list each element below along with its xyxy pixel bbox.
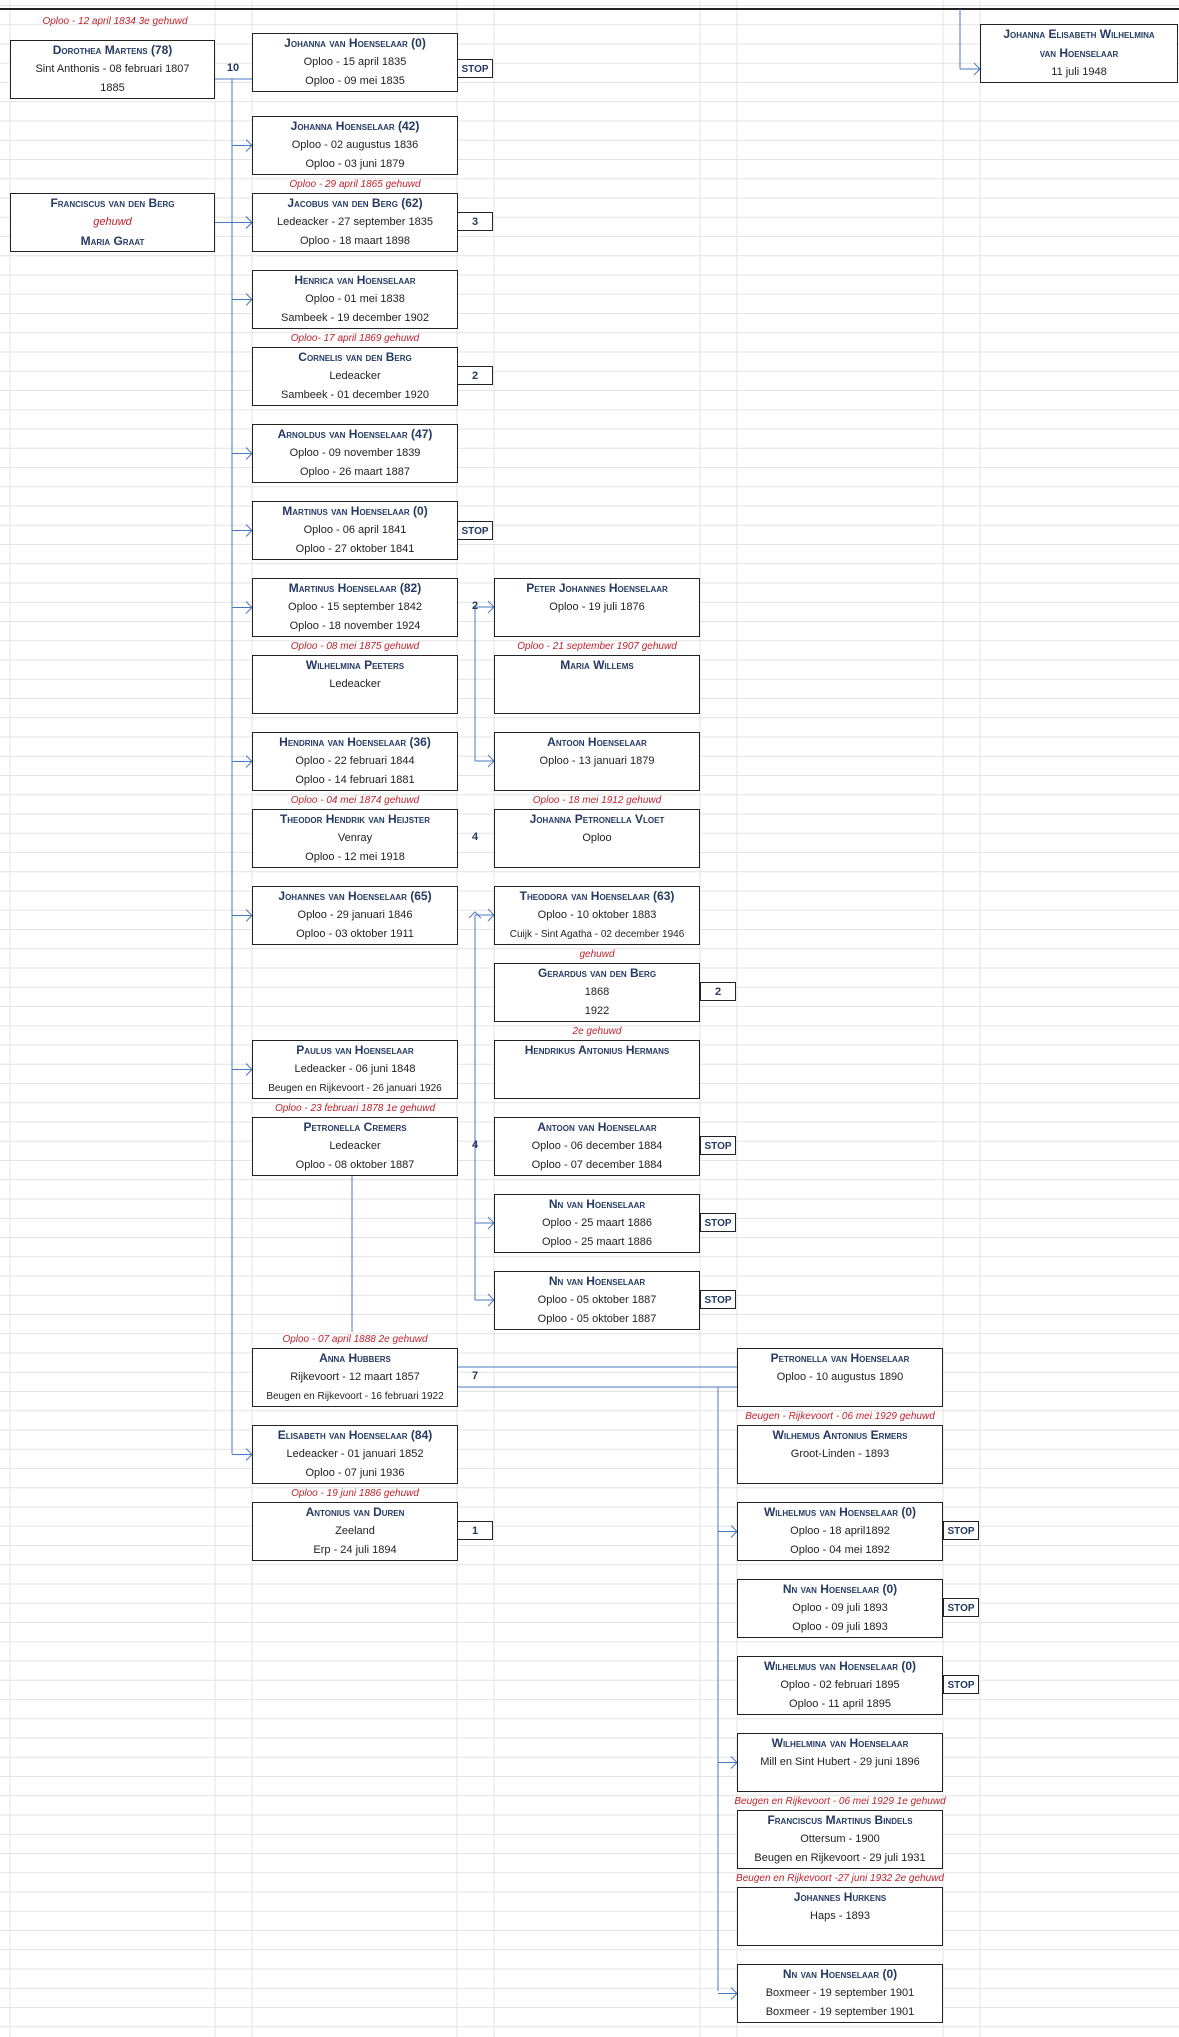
death-info: Oploo - 09 mei 1835	[305, 75, 405, 87]
child-count: 2	[457, 366, 493, 385]
person-box-anna-hubbers[interactable]	[252, 1348, 458, 1407]
death-info: Oploo - 18 november 1924	[289, 620, 421, 632]
marriage-note: Oploo - 29 april 1865 gehuwd	[289, 179, 421, 190]
death-info	[738, 1926, 942, 1945]
death-info: Oploo - 07 juni 1936	[305, 1467, 405, 1479]
person-name: Henrica van Hoenselaar	[294, 273, 416, 287]
death-info: Boxmeer - 19 september 1901	[765, 2006, 915, 2018]
person-box-johannes-65[interactable]	[252, 886, 458, 945]
death-info: Sambeek - 01 december 1920	[281, 389, 429, 401]
person-name: Wilhelmina Peeters	[305, 658, 405, 672]
birth-info: Oploo - 09 juli 1893	[792, 1602, 888, 1614]
death-info	[738, 1387, 942, 1406]
stop-marker: STOP	[700, 1136, 736, 1155]
person-name: Jacobus van den Berg (62)	[287, 196, 423, 210]
person-name: Franciscus Martinus Bindels	[767, 1813, 913, 1827]
birth-info: Haps - 1893	[810, 1910, 870, 1922]
person-name: Johanna Hoenselaar (42)	[290, 119, 420, 133]
person-name: Antonius van Duren	[305, 1505, 405, 1519]
death-info: Oploo - 26 maart 1887	[299, 466, 411, 478]
person-box-elisabeth[interactable]	[252, 1425, 458, 1484]
birth-info: Oploo - 01 mei 1838	[305, 293, 405, 305]
birth-info: Groot-Linden - 1893	[790, 1448, 890, 1460]
person-name: Paulus van Hoenselaar	[296, 1043, 414, 1057]
marriage-note: Oploo - 18 mei 1912 gehuwd	[532, 795, 662, 806]
marriage-note: Oploo - 08 mei 1875 gehuwd	[290, 641, 420, 652]
birth-info: Oploo - 29 januari 1846	[297, 909, 413, 921]
person-box-henrica[interactable]	[252, 270, 458, 329]
death-info: Oploo - 11 april 1895	[789, 1698, 891, 1710]
death-info: Cuijk - Sint Agatha - 02 december 1946	[509, 929, 685, 940]
death-info: Oploo - 18 maart 1898	[299, 235, 411, 247]
person-box-nn-1886[interactable]	[494, 1194, 700, 1253]
person-name: Elisabeth van Hoenselaar (84)	[277, 1428, 433, 1442]
person-box-hendrikus[interactable]	[494, 1040, 700, 1099]
person-name: Nn van Hoenselaar (0)	[782, 1582, 898, 1596]
death-info	[495, 848, 699, 867]
person-box-cornelis[interactable]	[252, 347, 458, 406]
person-name: Johanna Petronella Vloet	[529, 812, 665, 826]
birth-info: Oploo - 02 augustus 1836	[291, 139, 419, 151]
death-info: 1922	[584, 1005, 610, 1017]
person-name: Hendrina van Hoenselaar (36)	[279, 735, 431, 749]
marriage-note: Oploo - 07 april 1888 2e gehuwd	[282, 1334, 428, 1345]
marriage-note: Oploo - 21 september 1907 gehuwd	[517, 641, 677, 652]
person-name: Johannes Hurkens	[793, 1890, 887, 1904]
birth-info: Ledeacker - 27 september 1835	[277, 216, 433, 228]
birth-info: Oploo - 05 oktober 1887	[537, 1294, 657, 1306]
person-name: Martinus van Hoenselaar (0)	[282, 504, 428, 518]
person-box-paulus[interactable]	[252, 1040, 458, 1099]
birth-info: Ledeacker	[329, 370, 381, 382]
child-count: 3	[457, 212, 493, 231]
person-name: Arnoldus van Hoenselaar (47)	[277, 427, 433, 441]
birth-info: Ledeacker - 01 januari 1852	[286, 1448, 424, 1460]
marriage-note: gehuwd	[579, 949, 615, 960]
birth-info: van Hoenselaar	[1039, 46, 1119, 60]
person-box-johanna-elisabeth[interactable]	[980, 24, 1178, 83]
death-info	[495, 1079, 699, 1098]
person-box-nn-1901[interactable]	[737, 1964, 943, 2023]
person-name: Martinus Hoenselaar (82)	[288, 581, 422, 595]
death-info: Oploo - 12 mei 1918	[305, 851, 405, 863]
birth-info: Oploo - 06 december 1884	[531, 1140, 663, 1152]
birth-info: Venray	[337, 832, 373, 844]
person-name: Wilhelmina van Hoenselaar	[771, 1736, 909, 1750]
person-box-antonius[interactable]	[252, 1502, 458, 1561]
birth-info: Oploo	[582, 832, 612, 844]
birth-info: Sint Anthonis - 08 februari 1807	[35, 63, 190, 75]
birth-info: Ledeacker - 06 juni 1848	[294, 1063, 416, 1075]
person-box-theodora[interactable]	[494, 886, 700, 945]
death-info: Oploo - 04 mei 1892	[790, 1544, 890, 1556]
birth-info: Zeeland	[335, 1525, 375, 1537]
birth-info	[495, 675, 699, 694]
person-name: Theodor Hendrik van Heijster	[279, 812, 431, 826]
birth-info: Ledeacker	[329, 678, 381, 690]
death-info: 1885	[100, 82, 125, 94]
death-info: Oploo - 14 februari 1881	[295, 774, 415, 786]
marriage-note: Oploo - 04 mei 1874 gehuwd	[290, 795, 420, 806]
person-box-nn-1887[interactable]	[494, 1271, 700, 1330]
marriage-note: Beugen - Rijkevoort - 06 mei 1929 gehuwd	[745, 1411, 935, 1422]
marriage-note: 2e gehuwd	[572, 1026, 622, 1037]
stop-marker: STOP	[457, 59, 493, 78]
person-name: Johannes van Hoenselaar (65)	[278, 889, 432, 903]
person-box-johanna-42[interactable]	[252, 116, 458, 175]
person-box-wilhemus-ermers[interactable]	[737, 1425, 943, 1484]
person-name: Gerardus van den Berg	[537, 966, 657, 980]
child-count: 2	[700, 982, 736, 1001]
death-info: Oploo - 07 december 1884	[531, 1159, 663, 1171]
person-name: Dorothea Martens (78)	[52, 43, 173, 57]
person-box-franciscus-vdberg[interactable]	[10, 193, 215, 252]
person-box-dorothea[interactable]	[10, 40, 215, 99]
death-info: Oploo - 08 oktober 1887	[295, 1159, 415, 1171]
person-name: Peter Johannes Hoenselaar	[526, 581, 668, 595]
birth-info: Ledeacker	[329, 1140, 381, 1152]
birth-info: Oploo - 10 oktober 1883	[537, 909, 657, 921]
person-box-wilhelmus-1892[interactable]	[737, 1502, 943, 1561]
child-count: 10	[226, 62, 240, 74]
death-info: Oploo - 05 oktober 1887	[537, 1313, 657, 1325]
person-box-gerardus[interactable]	[494, 963, 700, 1022]
death-info: Beugen en Rijkevoort - 16 februari 1922	[266, 1391, 444, 1402]
person-box-wilhelmina-peeters[interactable]	[252, 655, 458, 714]
death-info: Maria Graat	[80, 234, 145, 248]
death-info	[495, 694, 699, 713]
birth-info	[495, 1060, 699, 1079]
marriage-note: Beugen en Rijkevoort - 06 mei 1929 1e gehuwd	[734, 1796, 946, 1807]
marriage-note: Oploo - 23 februari 1878 1e gehuwd	[274, 1103, 436, 1114]
death-info	[738, 1464, 942, 1483]
death-info: Oploo - 09 juli 1893	[792, 1621, 888, 1633]
death-info: Beugen en Rijkevoort - 29 juli 1931	[754, 1852, 926, 1864]
stop-marker: STOP	[457, 521, 493, 540]
birth-info: Oploo - 15 september 1842	[288, 601, 422, 613]
person-box-franciscus-bindels[interactable]	[737, 1810, 943, 1869]
death-info: 11 juli 1948	[1051, 66, 1107, 78]
death-info: Oploo - 03 juni 1879	[305, 158, 405, 170]
birth-info: Oploo - 06 april 1841	[303, 524, 407, 536]
person-name: Theodora van Hoenselaar (63)	[519, 889, 675, 903]
child-count: 1	[457, 1521, 493, 1540]
person-name: Maria Willems	[560, 658, 634, 672]
person-name: Wilhelmus van Hoenselaar (0)	[763, 1505, 917, 1519]
person-name: Hendrikus Antonius Hermans	[524, 1043, 670, 1057]
person-box-petronella-cremers[interactable]	[252, 1117, 458, 1176]
marriage-note: Beugen en Rijkevoort -27 juni 1932 2e gehuwd	[736, 1873, 944, 1884]
birth-info: Rijkevoort - 12 maart 1857	[290, 1371, 420, 1383]
birth-info: Oploo - 10 augustus 1890	[776, 1371, 904, 1383]
death-info: Oploo - 03 oktober 1911	[296, 928, 414, 940]
person-name: Nn van Hoenselaar	[548, 1197, 646, 1211]
person-name: Franciscus van den Berg	[50, 196, 175, 210]
person-name: Petronella van Hoenselaar	[770, 1351, 910, 1365]
person-name: Nn van Hoenselaar (0)	[782, 1967, 898, 1981]
marriage-note: Oploo- 17 april 1869 gehuwd	[290, 333, 420, 344]
birth-info: Oploo - 15 april 1835	[303, 56, 407, 68]
person-box-johanna-petronella[interactable]	[494, 809, 700, 868]
death-info	[738, 1772, 942, 1791]
person-box-arnoldus[interactable]	[252, 424, 458, 483]
stop-marker: STOP	[943, 1521, 979, 1540]
birth-info: Oploo - 09 november 1839	[289, 447, 421, 459]
person-name: Anna Hubbers	[319, 1351, 391, 1365]
person-box-theodor[interactable]	[252, 809, 458, 868]
person-box-martinus-82[interactable]	[252, 578, 458, 637]
person-name: Antoon van Hoenselaar	[537, 1120, 657, 1134]
person-box-wilhelmina-1896[interactable]	[737, 1733, 943, 1792]
birth-info: 1868	[584, 986, 610, 998]
person-name: Petronella Cremers	[303, 1120, 407, 1134]
birth-info: Mill en Sint Hubert - 29 juni 1896	[760, 1756, 920, 1768]
birth-info: Oploo - 19 juli 1876	[549, 601, 645, 613]
person-box-wilhelmus-1895[interactable]	[737, 1656, 943, 1715]
stop-marker: STOP	[700, 1290, 736, 1309]
person-name: Cornelis van den Berg	[298, 350, 412, 364]
death-info: Sambeek - 19 december 1902	[281, 312, 429, 324]
child-count: 4	[471, 831, 479, 843]
birth-info: Ottersum - 1900	[800, 1833, 880, 1845]
death-info	[495, 771, 699, 790]
death-info	[495, 617, 699, 636]
birth-info: Oploo - 22 februari 1844	[295, 755, 415, 767]
person-name: Nn van Hoenselaar	[548, 1274, 646, 1288]
person-box-hendrina[interactable]	[252, 732, 458, 791]
stop-marker: STOP	[943, 1598, 979, 1617]
death-info: Beugen en Rijkevoort - 26 januari 1926	[268, 1083, 442, 1094]
child-count: 2	[471, 600, 479, 612]
child-count: 4	[471, 1139, 479, 1151]
person-box-martinus-0[interactable]	[252, 501, 458, 560]
birth-info: Oploo - 02 februari 1895	[780, 1679, 900, 1691]
birth-info: Oploo - 13 januari 1879	[539, 755, 655, 767]
stop-marker: STOP	[700, 1213, 736, 1232]
marriage-note: Oploo - 19 juni 1886 gehuwd	[291, 1488, 419, 1499]
person-box-antoon-1884[interactable]	[494, 1117, 700, 1176]
person-box-johanna-0[interactable]	[252, 33, 458, 92]
person-box-johannes-hurkens[interactable]	[737, 1887, 943, 1946]
person-box-petronella-1890[interactable]	[737, 1348, 943, 1407]
person-name: Johanna Elisabeth Wilhelmina	[1003, 27, 1155, 41]
person-name: Wilhemus Antonius Ermers	[772, 1428, 908, 1442]
person-box-antoon-1879[interactable]	[494, 732, 700, 791]
death-info	[253, 694, 457, 713]
child-count: 7	[471, 1370, 479, 1382]
marriage-note: Oploo - 12 april 1834 3e gehuwd	[42, 16, 188, 27]
death-info: Oploo - 27 oktober 1841	[295, 543, 415, 555]
birth-info: Boxmeer - 19 september 1901	[765, 1987, 915, 1999]
person-box-maria-willems[interactable]	[494, 655, 700, 714]
person-name: Wilhelmus van Hoenselaar (0)	[763, 1659, 917, 1673]
person-name: Antoon Hoenselaar	[547, 735, 647, 749]
birth-info: Oploo - 18 april1892	[790, 1525, 890, 1537]
death-info: Erp - 24 juli 1894	[313, 1544, 397, 1556]
person-box-peter-johannes[interactable]	[494, 578, 700, 637]
person-name: Johanna van Hoenselaar (0)	[284, 36, 426, 50]
person-box-jacobus[interactable]	[252, 193, 458, 252]
stop-marker: STOP	[943, 1675, 979, 1694]
person-box-nn-1893[interactable]	[737, 1579, 943, 1638]
birth-info: gehuwd	[93, 216, 132, 228]
birth-info: Oploo - 25 maart 1886	[541, 1217, 653, 1229]
death-info: Oploo - 25 maart 1886	[541, 1236, 653, 1248]
